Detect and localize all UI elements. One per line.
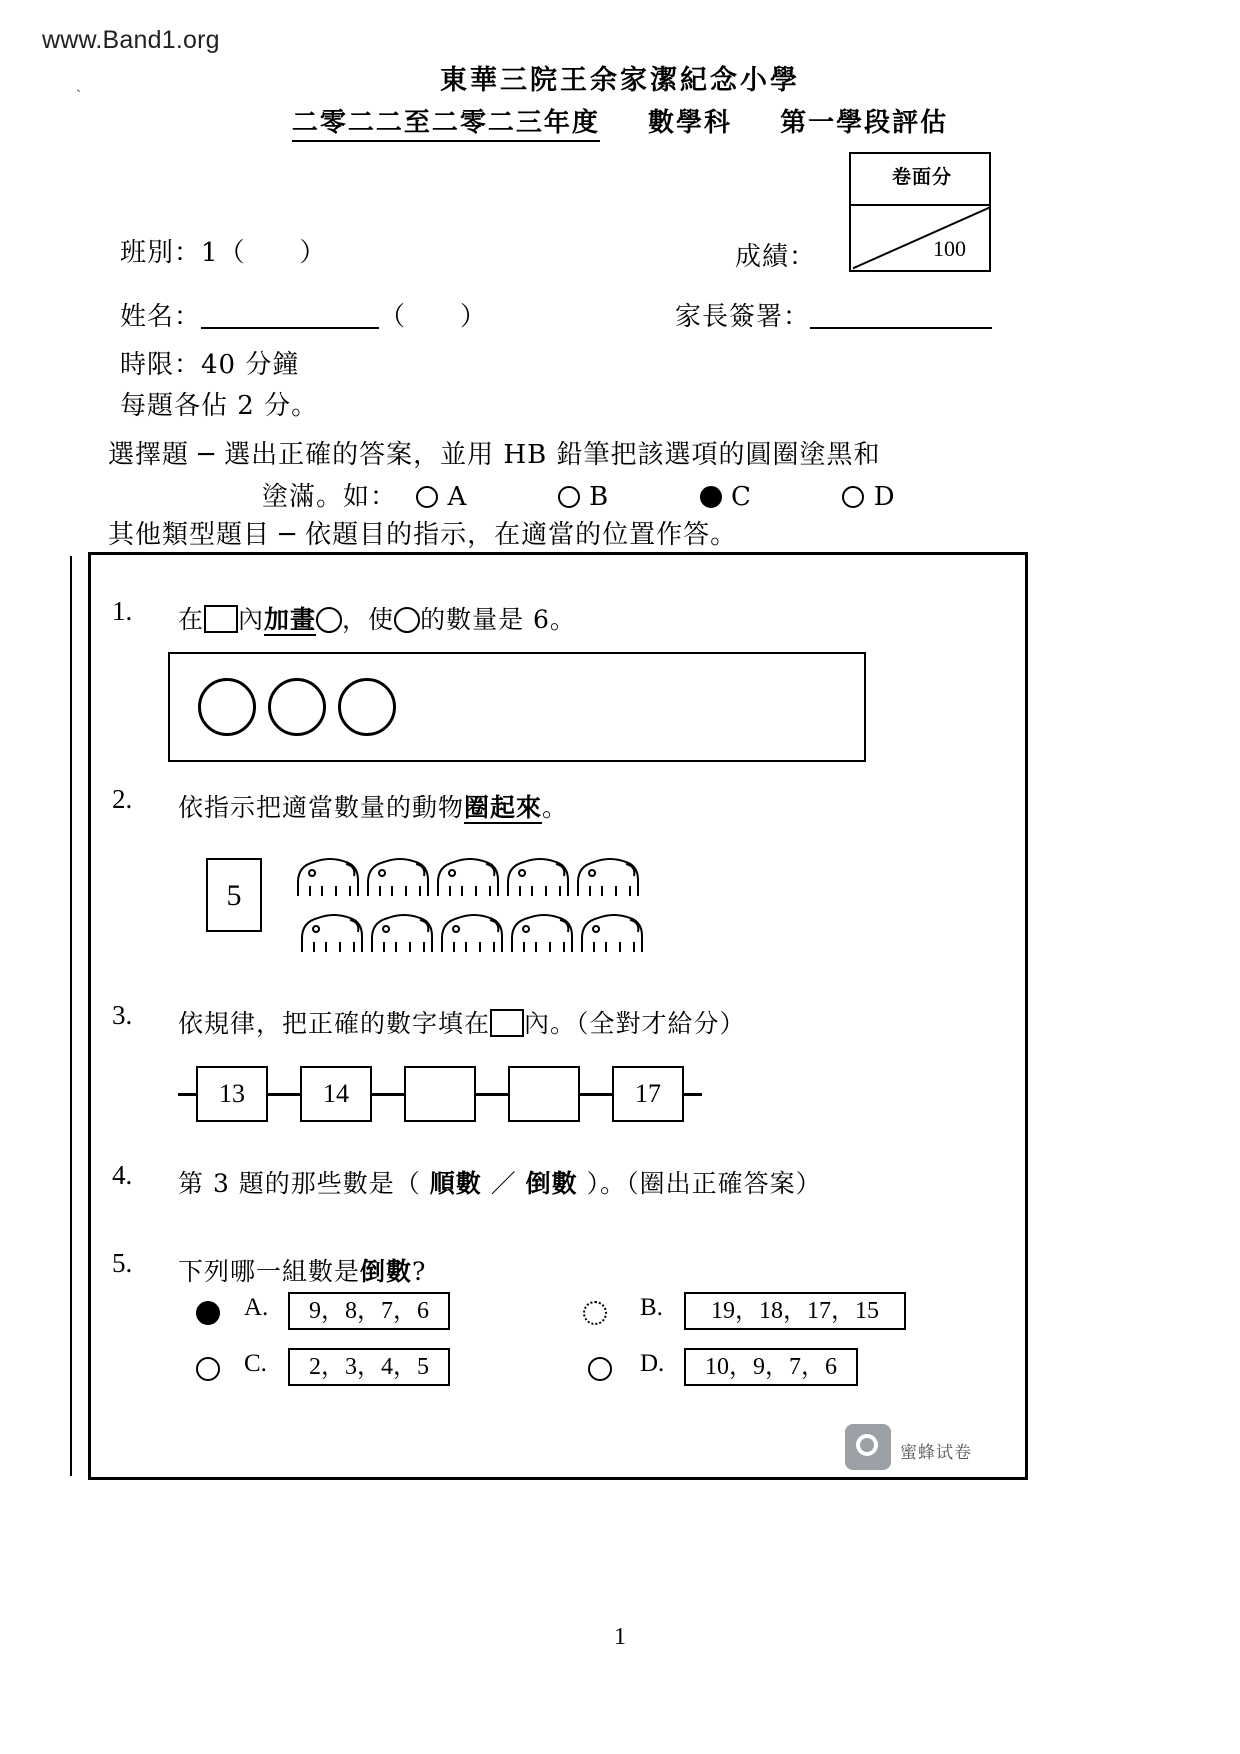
- sample-letter-d: D: [873, 482, 896, 512]
- elephant-icon: [432, 852, 506, 900]
- elephant-icon: [572, 852, 646, 900]
- elephant-icon: [296, 908, 370, 956]
- bubble-filled-icon: [700, 486, 722, 508]
- sample-option-a: [416, 482, 467, 512]
- option-a-value: 9，8，7，6: [288, 1292, 450, 1330]
- q3-chain-cell-blank[interactable]: [404, 1066, 476, 1122]
- elephant-icon: [506, 908, 580, 956]
- question-4-number: 4.: [112, 1160, 133, 1190]
- parent-signature-label: 家長簽署：: [675, 302, 811, 332]
- exam-year: 二零二二至二零二三年度: [292, 108, 600, 142]
- instruction-mc: 選擇題 ─ 選出正確的答案，並用 HB 鉛筆把該選項的圓圈塗黑和: [108, 440, 881, 470]
- parent-signature-field[interactable]: [675, 296, 992, 333]
- question-4-text[interactable]: 第 3 題的那些數是（ 順數 ／ 倒數 ）。（圈出正確答案）: [178, 1169, 822, 1198]
- option-c-value: 2，3，4，5: [288, 1348, 450, 1386]
- score-box: [849, 152, 991, 272]
- name-suffix: （ ）: [379, 302, 488, 332]
- question-2-text: 依指示把適當數量的動物圈起來。: [178, 793, 569, 822]
- q1-part-5: 的數量是 6。: [420, 605, 576, 634]
- blank-square-icon: [490, 1009, 524, 1037]
- page-number: 1: [614, 1624, 626, 1650]
- marks-per-question: 每題各佔 2 分。: [120, 391, 319, 421]
- elephant-icon: [366, 908, 440, 956]
- q1-part-2: 內: [238, 605, 265, 634]
- bubble-icon[interactable]: [588, 1357, 612, 1381]
- q1-emphasis: 加畫: [264, 605, 317, 634]
- q3-chain-cell: 13: [196, 1066, 268, 1122]
- q1-given-circle: [198, 678, 256, 736]
- sample-letter-b: B: [589, 482, 610, 512]
- q3-part-1: 依規律，把正確的數字填在: [178, 1009, 491, 1038]
- name-field[interactable]: [120, 296, 487, 333]
- bubble-icon[interactable]: [583, 1301, 607, 1325]
- q3-chain-cell: 17: [612, 1066, 684, 1122]
- circle-icon: [394, 607, 420, 633]
- school-name: 東華三院王余家潔紀念小學: [440, 65, 800, 96]
- q1-part-1: 在: [178, 605, 205, 634]
- score-box-slash: [853, 206, 991, 270]
- bubble-icon: [842, 486, 864, 508]
- option-b-letter: B.: [640, 1294, 663, 1321]
- blank-square-icon[interactable]: [204, 605, 238, 633]
- class-field[interactable]: 班別：1（ ）: [120, 238, 327, 268]
- question-5-text: 下列哪一組數是倒數?: [178, 1257, 427, 1286]
- q3-chain-cell-blank[interactable]: [508, 1066, 580, 1122]
- question-2-count-box: 5: [206, 858, 262, 932]
- option-d-letter: D.: [640, 1350, 665, 1377]
- elephant-icon: [436, 908, 510, 956]
- q1-part-4: ，使: [342, 605, 395, 634]
- sample-option-d: [842, 482, 895, 512]
- option-a-letter: A.: [244, 1294, 269, 1321]
- question-2-number: 2.: [112, 784, 133, 814]
- question-3-text: [178, 1004, 746, 1040]
- exam-subject: 數學科: [647, 108, 732, 138]
- q3-chain-cell: 14: [300, 1066, 372, 1122]
- stray-mark: `: [76, 88, 81, 104]
- score-label: 成績：: [735, 242, 817, 272]
- q1-given-circle: [338, 678, 396, 736]
- question-3-number: 3.: [112, 1000, 133, 1030]
- option-b-value: 19，18，17，15: [684, 1292, 906, 1330]
- name-label: 姓名：: [120, 302, 202, 332]
- time-limit: 時限：40 分鐘: [120, 350, 300, 380]
- instruction-sample: [262, 476, 896, 513]
- elephant-icon: [502, 852, 576, 900]
- site-url-watermark: www.Band1.org: [42, 26, 220, 54]
- bee-paper-logo-icon: [845, 1424, 891, 1470]
- score-box-label: 卷面分: [891, 166, 952, 188]
- sample-letter-a: A: [447, 482, 468, 512]
- option-d-value: 10，9，7，6: [684, 1348, 858, 1386]
- q3-part-2: 內。（全對才給分）: [524, 1009, 746, 1038]
- questions-frame-inner-rule: [70, 556, 72, 1476]
- question-1-text: [178, 600, 576, 636]
- parent-signature-line[interactable]: [810, 301, 992, 329]
- elephant-icon: [292, 852, 366, 900]
- sample-letter-c: C: [731, 482, 752, 512]
- bubble-icon[interactable]: [196, 1357, 220, 1381]
- circle-icon: [316, 607, 342, 633]
- exam-title-line: [0, 102, 1240, 139]
- question-1-number: 1.: [112, 596, 133, 626]
- elephant-icon: [576, 908, 650, 956]
- bee-paper-logo-text: 蜜蜂试卷: [900, 1443, 972, 1463]
- name-input-line[interactable]: [201, 301, 379, 329]
- elephant-icon: [362, 852, 436, 900]
- bubble-icon: [416, 486, 438, 508]
- question-5-number: 5.: [112, 1248, 133, 1278]
- sample-option-b: [558, 482, 609, 512]
- question-1-answer-area[interactable]: [168, 652, 866, 762]
- instruction-other: 其他類型題目 ─ 依題目的指示，在適當的位置作答。: [108, 520, 738, 550]
- sample-option-c: [700, 482, 752, 512]
- bubble-icon: [558, 486, 580, 508]
- instruction-sample-prefix: 塗滿。如：: [262, 482, 398, 512]
- bubble-marked-icon[interactable]: [196, 1301, 220, 1325]
- exam-term: 第一學段評估: [780, 108, 949, 138]
- q1-given-circle: [268, 678, 326, 736]
- option-c-letter: C.: [244, 1350, 267, 1377]
- score-box-total: 100: [933, 236, 966, 261]
